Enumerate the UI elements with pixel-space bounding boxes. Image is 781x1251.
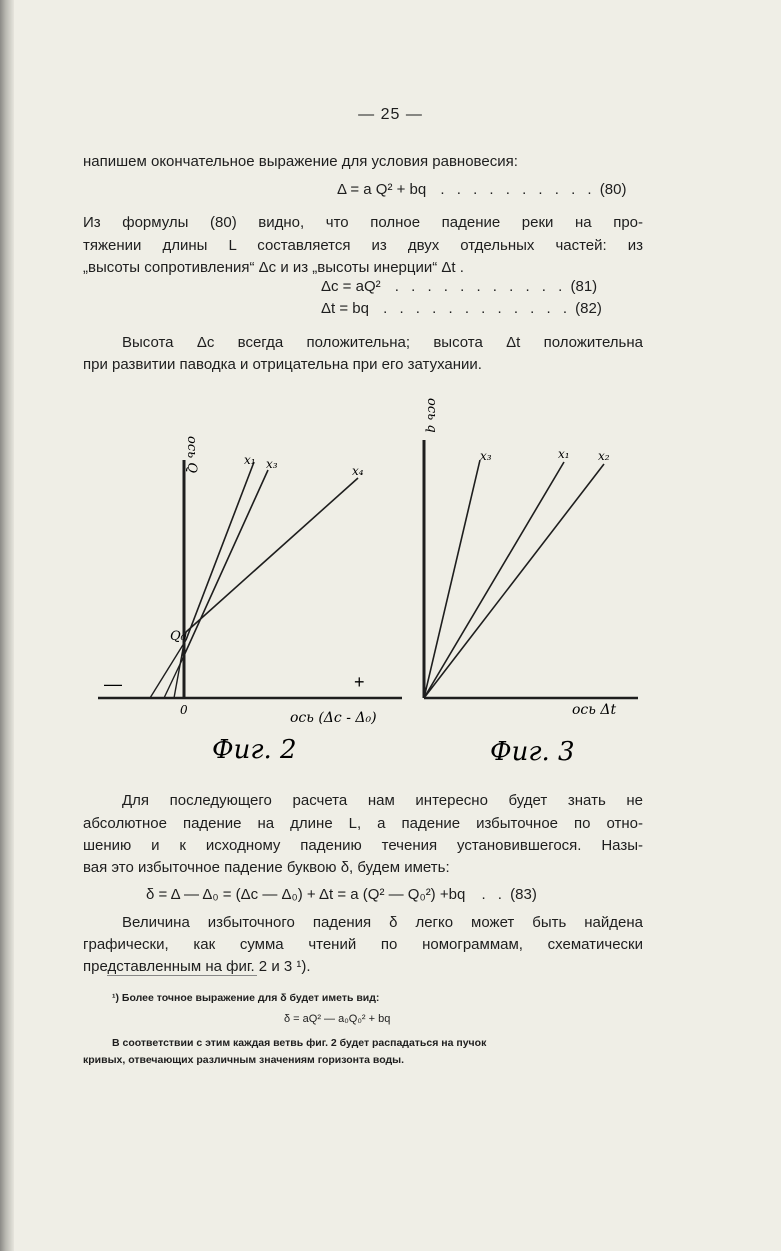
fig2-vertical-axis-label: ось Q bbox=[184, 436, 199, 473]
fig2-line-x1 bbox=[186, 462, 254, 640]
equation-81-dots: . . . . . . . . . . . bbox=[394, 278, 567, 295]
fig2-line-x4 bbox=[186, 478, 358, 632]
paragraph-1-line-3: „высоты сопротивления“ Δc и из „высоты инерции“ Δt . bbox=[83, 259, 464, 276]
fig2-minus: — bbox=[104, 674, 122, 694]
fig2-plus: + bbox=[354, 672, 365, 692]
paragraph-1-line-1: Из формулы (80) видно, что полное падение реки на про- bbox=[83, 214, 643, 231]
fig2-origin: 0 bbox=[180, 703, 188, 717]
intro-line: напишем окончательное выражение для условия равновесия: bbox=[83, 153, 518, 170]
fig2-label-x4: x₄ bbox=[352, 464, 364, 478]
equation-81-number: (81) bbox=[570, 278, 598, 295]
paragraph-4-line-3: представленным на фиг. 2 и 3 ¹). bbox=[83, 958, 311, 975]
equation-82-dots: . . . . . . . . . . . . bbox=[383, 300, 571, 317]
paragraph-2-line-1: Высота Δc всегда положительна; высота Δt положительна bbox=[122, 334, 643, 351]
equation-80-lhs: Δ = a Q² + bq bbox=[337, 181, 427, 198]
paragraph-2-line-2: при развитии паводка и отрицательна при его затухании. bbox=[83, 356, 482, 373]
fig2-point-q0: Q₀ bbox=[170, 629, 186, 644]
fig2-label-x3: x₃ bbox=[266, 457, 278, 471]
fig3-vertical-axis-label: ось q bbox=[424, 398, 439, 433]
fig3-label-x3: x₃ bbox=[480, 449, 492, 463]
footnote-formula: δ = aQ² — a₀Q₀² + bq bbox=[284, 1013, 391, 1025]
page-number: — 25 — bbox=[358, 106, 423, 123]
fig2-label-x1: x₁ bbox=[244, 453, 256, 467]
paragraph-1-line-2: тяжении длины L составляется из двух отдельных частей: из bbox=[83, 237, 643, 254]
fig2-line-x3 bbox=[182, 470, 268, 660]
footnote-rule bbox=[107, 975, 257, 976]
equation-80-number: (80) bbox=[599, 181, 627, 198]
equation-83 bbox=[146, 886, 537, 903]
fig3-line-x1 bbox=[424, 462, 564, 698]
fig2-caption: Фиг. 2 bbox=[212, 735, 297, 765]
paragraph-4-line-2: графически, как сумма чтений по номограммам, схематически bbox=[83, 936, 643, 953]
fig3-label-x2: x₂ bbox=[598, 449, 610, 463]
equation-83-number: (83) bbox=[510, 886, 537, 903]
paragraph-3-line-3: шению и к исходному падению течения установившегося. Назы- bbox=[83, 837, 643, 854]
equation-82-number: (82) bbox=[575, 300, 602, 317]
equation-83-dots: . . bbox=[481, 886, 506, 903]
fig3-caption: Фиг. 3 bbox=[490, 737, 575, 767]
paragraph-3-line-1: Для последующего расчета нам интересно будет знать не bbox=[122, 792, 643, 809]
fig3-horizontal-axis-label: ось Δt bbox=[572, 702, 617, 718]
fig2-horizontal-axis-label: ось (Δc - Δ₀) bbox=[290, 710, 377, 726]
equation-80-dots: . . . . . . . . . . bbox=[440, 181, 596, 198]
footnote-line-3: кривых, отвечающих различным значениям горизонта воды. bbox=[83, 1054, 405, 1066]
fig3-label-x1: x₁ bbox=[558, 447, 570, 461]
paragraph-4-line-1: Величина избыточного падения δ легко может быть найдена bbox=[122, 914, 643, 931]
paragraph-3-line-4: вая это избыточное падение буквою δ, будем иметь: bbox=[83, 859, 450, 876]
footnote-line-2: В соответствии с этим каждая ветвь фиг. 2 будет распадаться на пучок bbox=[112, 1037, 487, 1049]
equation-81-lhs: Δc = aQ² bbox=[321, 278, 381, 295]
footnote-line-1: ¹) Более точное выражение для δ будет иметь вид: bbox=[112, 992, 380, 1004]
equation-83-lhs: δ = Δ — Δ₀ = (Δc — Δ₀) + Δt = a (Q² — Q₀²) +bq bbox=[146, 886, 466, 903]
paragraph-3-line-2: абсолютное падение на длине L, а падение избыточное по отно- bbox=[83, 815, 643, 832]
equation-82-lhs: Δt = bq bbox=[321, 300, 369, 317]
